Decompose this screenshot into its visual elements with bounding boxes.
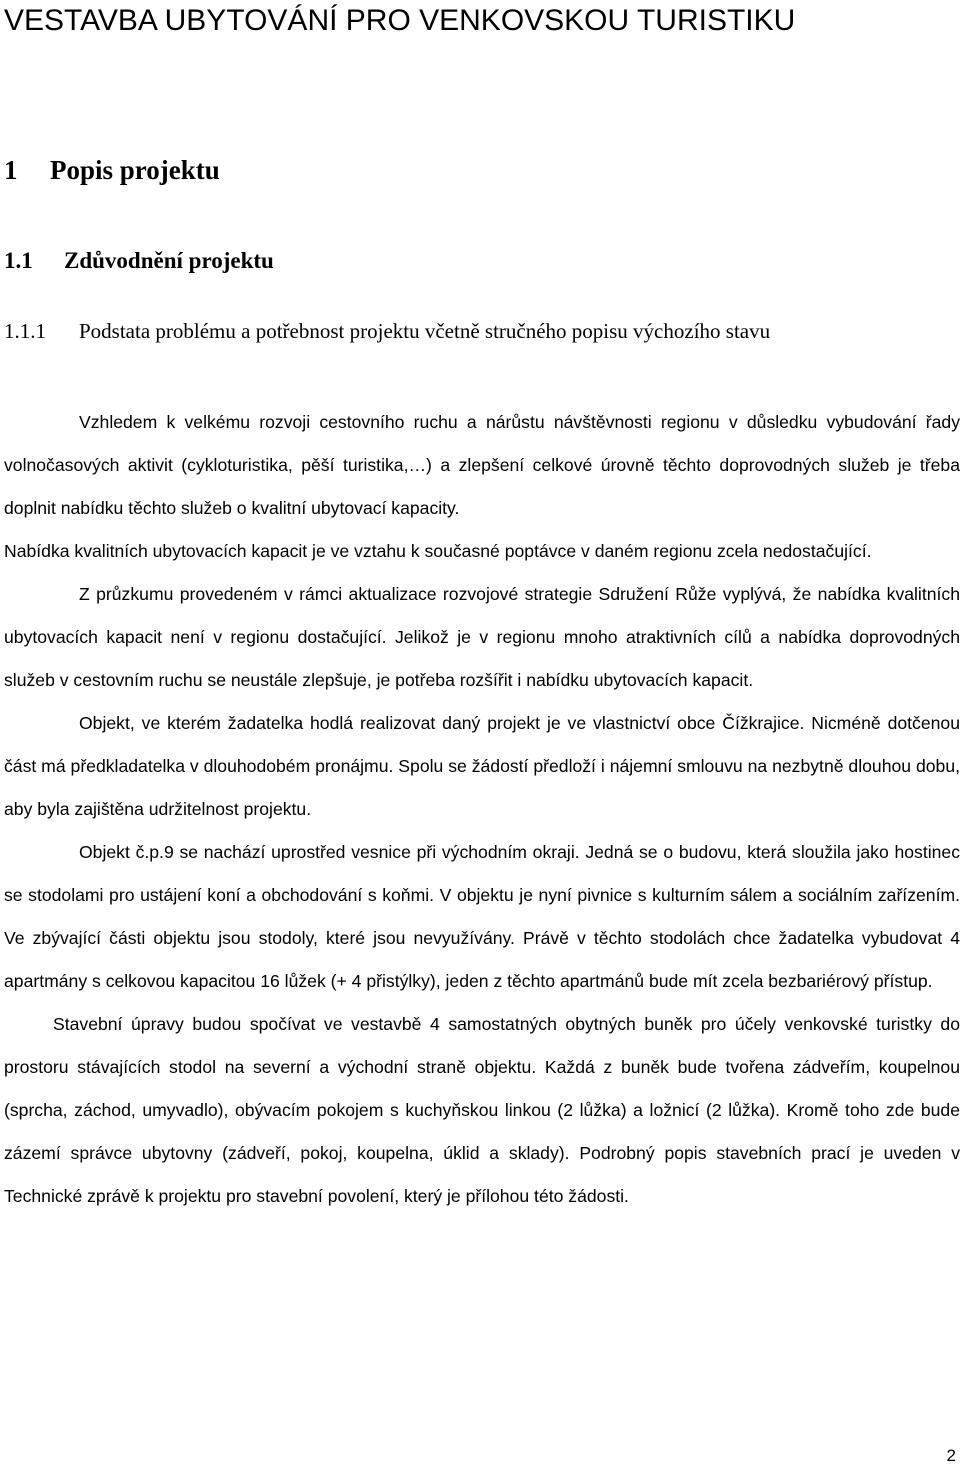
heading-level-1-text: Popis projektu <box>50 155 220 185</box>
heading-level-1 <box>4 153 220 187</box>
paragraph: Objekt č.p.9 se nachází uprostřed vesnice při východním okraji. Jedná se o budovu, která sloužila jako hostinec se stodolami pro ustájení koní a obchodování s koňmi. V objektu je nyní pivnice s kulturním sálem a sociálním zařízením. Ve zbývající části objektu jsou stodoly, které jsou nevyužívány. Právě v těchto stodolách chce žadatelka vybudovat 4 apartmány s celkovou kapacitou 16 lůžek (+ 4 přistýlky), jeden z těchto apartmánů bude mít zcela bezbariérový přístup. <box>4 842 960 991</box>
heading-level-2 <box>4 246 274 276</box>
document-title: VESTAVBA UBYTOVÁNÍ PRO VENKOVSKOU TURISTIKU <box>4 4 796 37</box>
heading-level-2-text: Zdůvodnění projektu <box>64 248 274 273</box>
paragraph: Stavební úpravy budou spočívat ve vestavbě 4 samostatných obytných buněk pro účely venkovské turistky do prostoru stávajících stodol na severní a východní straně objektu. Každá z buněk bude tvořena zádveřím, koupelnou (sprcha, záchod, umyvadlo), obývacím pokojem s kuchyňskou linkou (2 lůžka) a ložnicí (2 lůžka). Kromě toho zde bude zázemí správce ubytovny (zádveří, pokoj, koupelna, úklid a sklady). Podrobný popis stavebních prací je uveden v Technické zprávě k projektu pro stavební povolení, který je přílohou této žádosti. <box>4 1014 960 1206</box>
page-number: 2 <box>946 1446 956 1465</box>
heading-level-2-number: 1.1 <box>4 248 33 273</box>
heading-level-3 <box>4 316 954 347</box>
heading-level-3-number: 1.1.1 <box>4 319 46 343</box>
paragraph: Objekt, ve kterém žadatelka hodlá realizovat daný projekt je ve vlastnictví obce Čížkrajice. Nicméně dotčenou část má předkladatelka v dlouhodobém pronájmu. Spolu se žádostí předloží i nájemní smlouvu na nezbytně dlouhou dobu, aby byla zajištěna udržitelnost projektu. <box>4 713 960 819</box>
paragraph: Z průzkumu provedeném v rámci aktualizace rozvojové strategie Sdružení Růže vyplývá, že nabídka kvalitních ubytovacích kapacit není v regionu dostačující. Jelikož je v regionu mnoho atraktivních cílů a nabídka doprovodných služeb v cestovním ruchu se neustále zlepšuje, je potřeba rozšířit i nabídku ubytovacích kapacit. <box>4 584 960 690</box>
paragraph: Vzhledem k velkému rozvoji cestovního ruchu a nárůstu návštěvnosti regionu v důsledku vybudování řady volnočasových aktivit (cykloturistika, pěší turistika,…) a zlepšení celkové úrovně těchto doprovodných služeb je třeba doplnit nabídku těchto služeb o kvalitní ubytovací kapacity. <box>4 412 960 518</box>
heading-level-1-number: 1 <box>4 155 18 185</box>
paragraph: Nabídka kvalitních ubytovacích kapacit je ve vztahu k současné poptávce v daném regionu zcela nedostačující. <box>4 541 872 561</box>
heading-level-3-text: Podstata problému a potřebnost projektu včetně stručného popisu výchozího stavu <box>79 319 771 343</box>
body-text <box>4 401 960 1218</box>
